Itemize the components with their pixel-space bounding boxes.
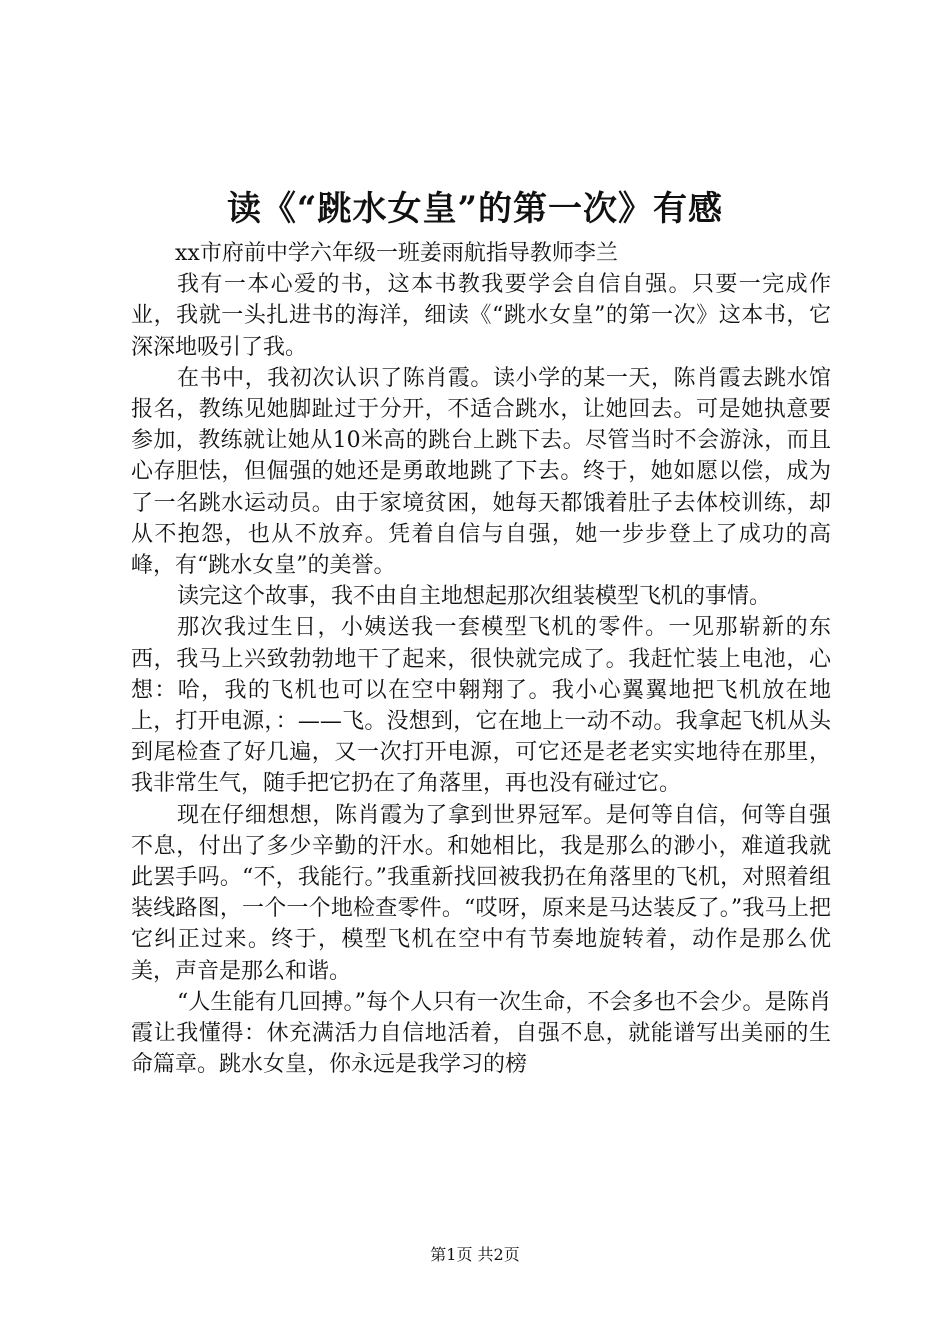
- paragraph-5: 现在仔细想想，陈肖霞为了拿到世界冠军。是何等自信，何等自强不息，付出了多少辛勤的汗水。和她相比，我是那么的渺小，难道我就此罢手吗。“不，我能行。”我重新找回被我扔在角落里的飞机，对照着组装线路图，一个一个地检查零件。“哎呀，原来是马达装反了。”我马上把它纠正过来。终于，模型飞机在空中有节奏地旋转着，动作是那么优美，声音是那么和谐。: [131, 802, 831, 984]
- author-line: xx市府前中学六年级一班姜雨航指导教师李兰: [175, 241, 618, 266]
- paragraph-4: 那次我过生日，小姨送我一套模型飞机的零件。一见那崭新的东西，我马上兴致勃勃地干了起来，很快就完成了。我赶忙装上电池，心想：哈，我的飞机也可以在空中翱翔了。我小心翼翼地把飞机放在地上，打开电源，：——飞。没想到，它在地上一动不动。我拿起飞机从头到尾检查了好几遍，又一次打开电源，可它还是老老实实地待在那里，我非常生气，随手把它扔在了角落里，再也没有碰过它。: [131, 615, 831, 797]
- paragraph-1: 我有一本心爱的书，这本书教我要学会自信自强。只要一完成作业，我就一头扎进书的海洋，细读《“跳水女皇”的第一次》这本书，它深深地吸引了我。: [131, 272, 831, 360]
- paragraph-3: 读完这个故事，我不由自主地想起那次组装模型飞机的事情。: [177, 584, 772, 610]
- document-body: [131, 238, 831, 1080]
- document-title: 读《“跳水女皇”的第一次》有感: [226, 189, 724, 229]
- page-footer: 第1页 共2页: [430, 1245, 520, 1264]
- paragraph-6: “人生能有几回搏。”每个人只有一次生命，不会多也不会少。是陈肖霞让我懂得：休充满活力自信地活着，自强不息，就能谱写出美丽的生命篇章。跳水女皇，你永远是我学习的榜: [131, 989, 831, 1078]
- paragraph-2: 在书中，我初次认识了陈肖霞。读小学的某一天，陈肖霞去跳水馆报名，教练见她脚趾过于分开，不适合跳水，让她回去。可是她执意要参加，教练就让她从10米高的跳台上跳下去。尽管当时不会游泳，而且心存胆怯，但倔强的她还是勇敢地跳了下去。终于，她如愿以偿，成为了一名跳水运动员。由于家境贫困，她每天都饿着肚子去体校训练，却从不抱怨，也从不放弃。凭着自信与自强，她一步步登上了成功的高峰，有“跳水女皇”的美誉。: [131, 365, 831, 579]
